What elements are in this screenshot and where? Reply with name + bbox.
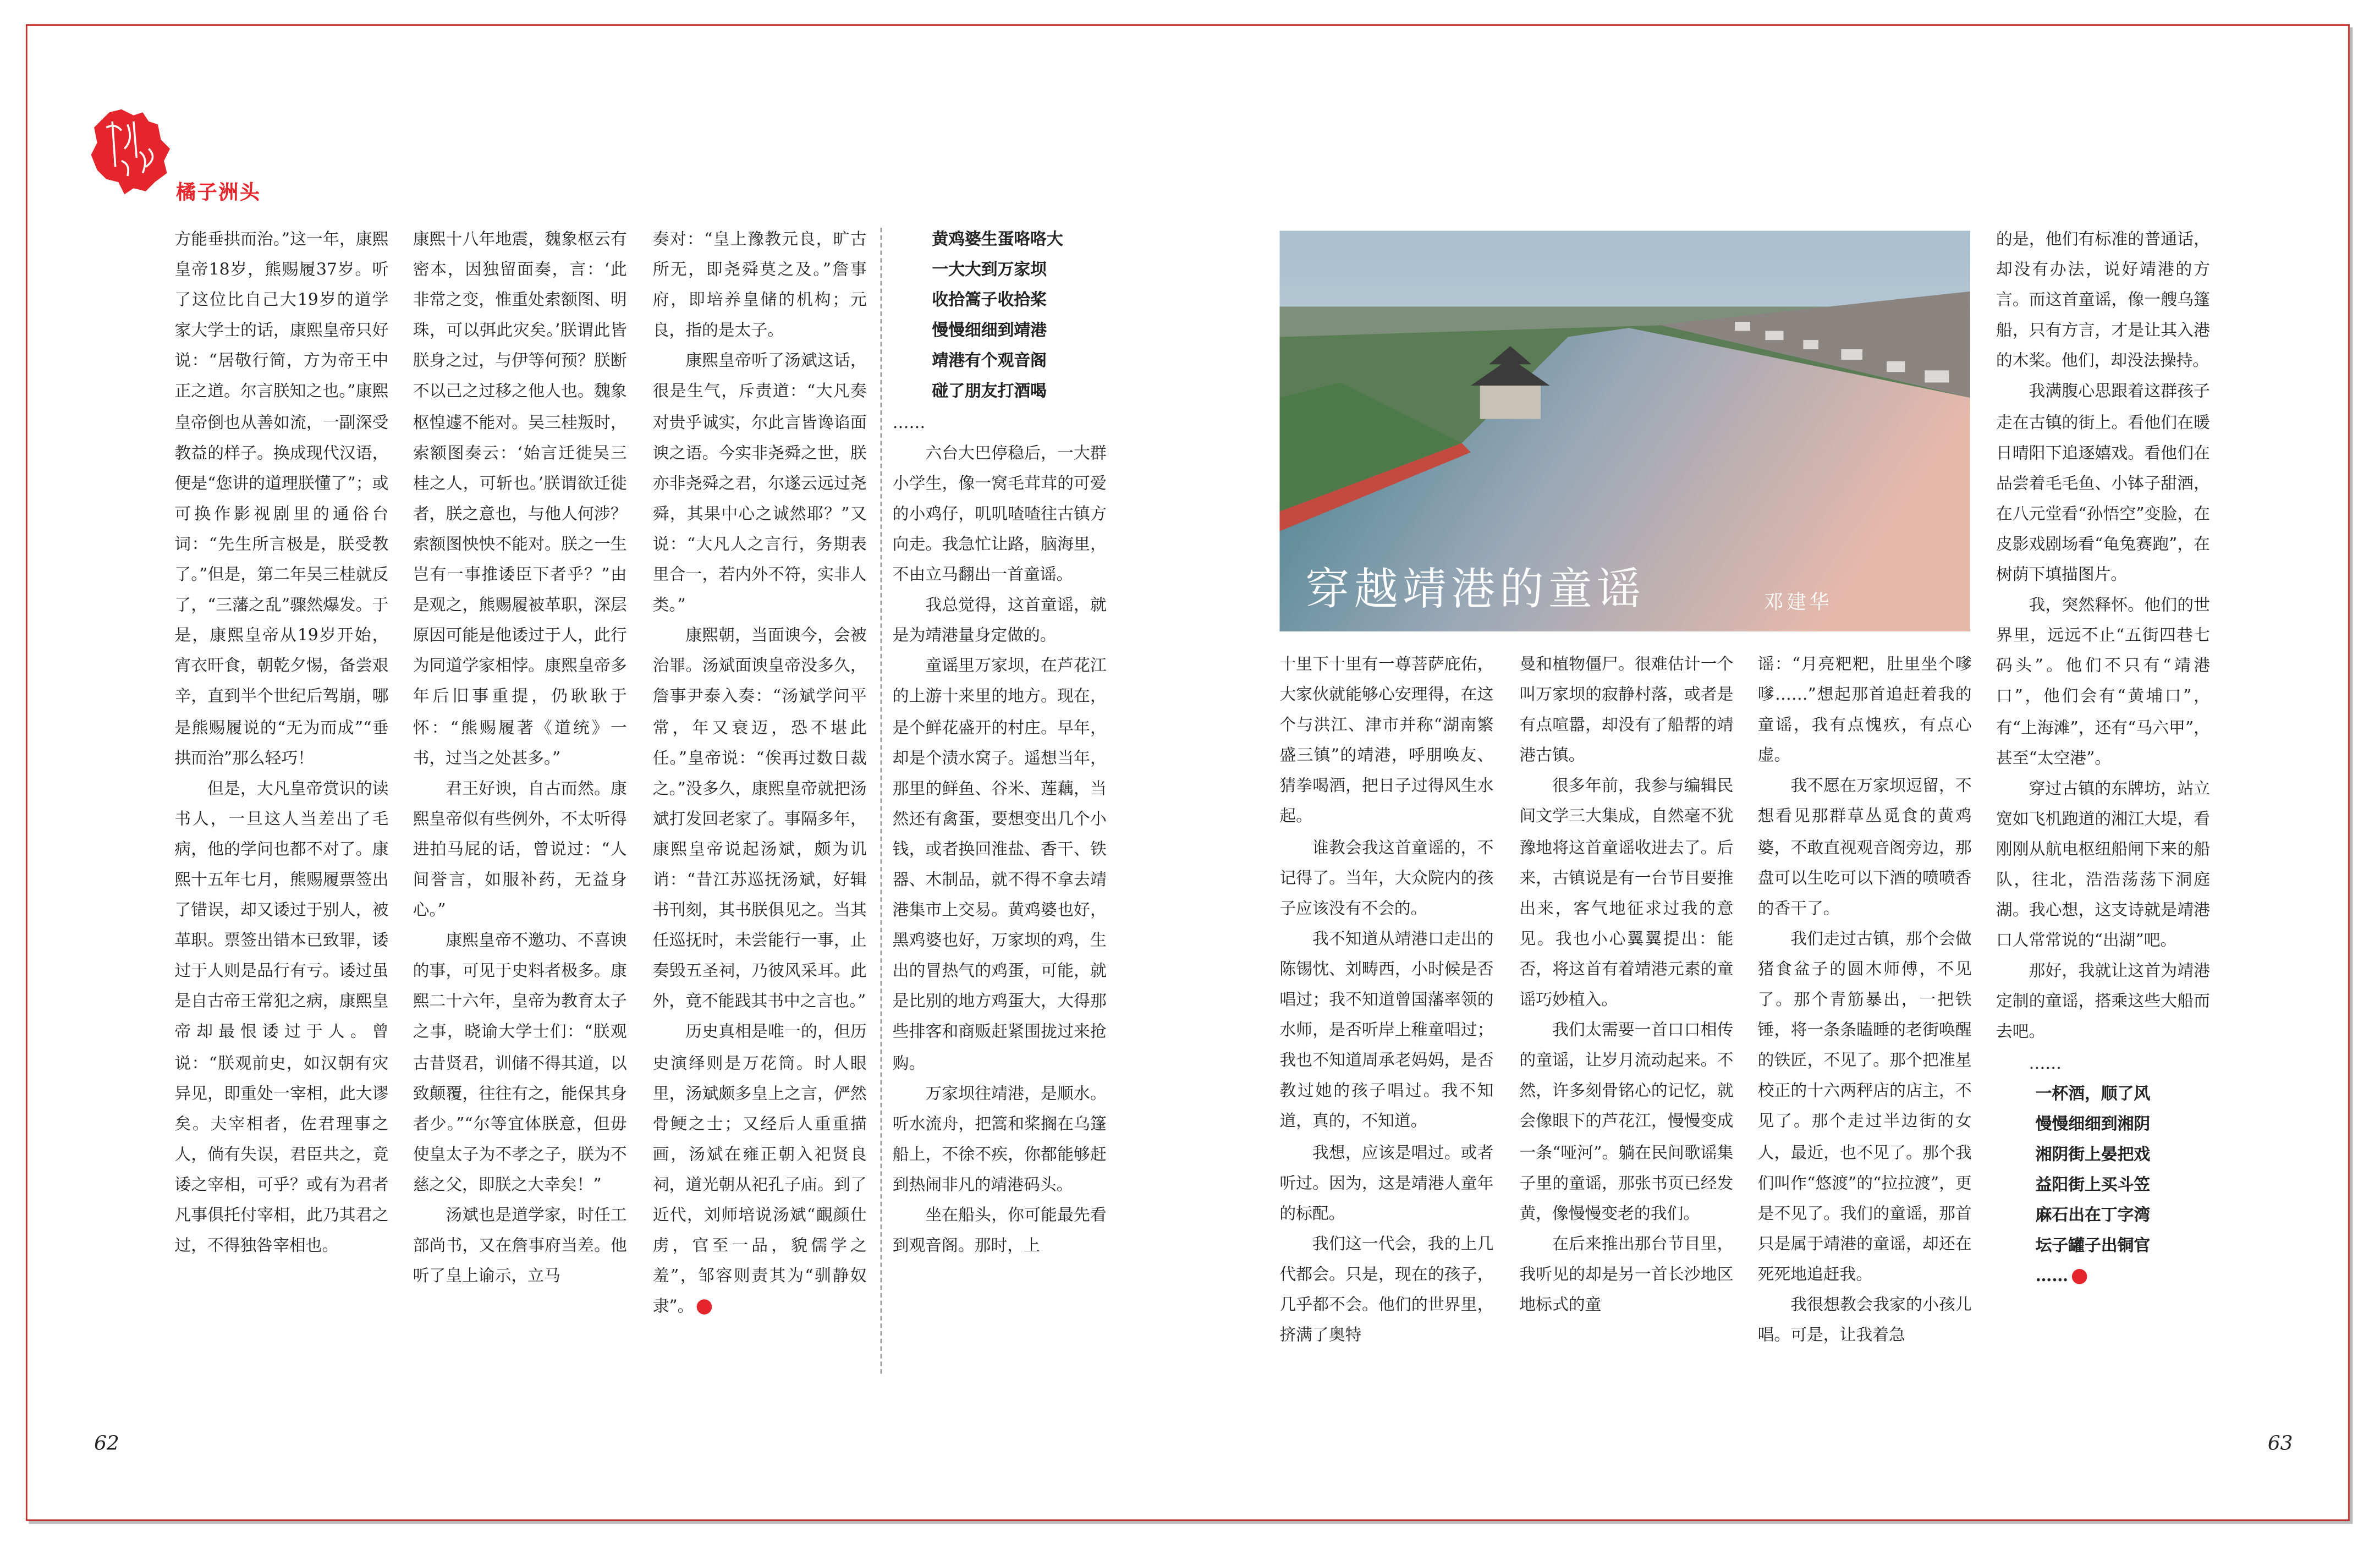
verse-line: 收拾篙子收拾桨: [932, 290, 1047, 310]
article-author: 邓建华: [1763, 592, 1832, 615]
text-column-7: [1758, 650, 1972, 1378]
paragraph: 我们走过古镇，那个会做猪食盆子的圆木师傅，不见了。那个青筋暴出，一把铁锤，将一条条瞌睡的老街唤醒的铁匠，不见了。那个把准星校正的十六两秤店的店主，不见了。那个走过半边街的女人，最近，也不见了。那个我们叫作“悠渡”的“拉拉渡”，更是不见了。我们的童谣，那首只是属于靖港的童谣，却还在死死地追赶我。: [1757, 928, 1972, 1284]
paragraph: 君王好谀，自古而然。康熙皇帝似有些例外，不太听得进拍马屁的话，曾说过：“人间誉言，如服补药，无益身心。”: [413, 778, 627, 920]
paragraph: 很多年前，我参与编辑民间文学三大集成，自然毫不犹豫地将这首童谣收进去了。后来，古镇说是有一台节目要推出来，客气地征求过我的意见。我也小心翼翼提出：能否，将这首有着靖港元素的童谣巧妙植入。: [1519, 776, 1734, 1010]
verse-line: 湘阴街上晏把戏: [2035, 1144, 2151, 1164]
xinxiang-pinglun-logo: [88, 106, 173, 194]
paragraph: 十里下十里有一尊菩萨庇佑，大家伙就能够心安理得，在这个与洪江、津市并称“湖南繁盛三镇”的靖港，呼朋唤友、猜拳喝酒，把日子过得风生水起。: [1279, 654, 1494, 827]
article-title: 穿越靖港的童谣: [1305, 563, 1646, 615]
text-column-6: [1519, 650, 1733, 1378]
paragraph: 的是，他们有标准的普通话，却没有办法，说好靖港的方言。而这首童谣，像一艘乌篷船，只有方言，才是让其入港的木桨。他们，却没法操持。: [1996, 229, 2210, 371]
paragraph: 曼和植物僵尸。很难估计一个叫万家坝的寂静村落，或者是有点喧嚣，却没有了船帮的靖港古镇。: [1519, 654, 1734, 766]
verse-line: 一大大到万家坝: [932, 260, 1047, 280]
text-column-3: [653, 224, 867, 1378]
paragraph: 我，突然释怀。他们的世界里，远远不止“五街四巷七码头”。他们不只有“靖港口”，他们会有“黄埔口”，有“上海滩”，还有“马六甲”，甚至“太空港”。: [1996, 595, 2210, 768]
paragraph: 康熙十八年地震，魏象枢云有密本，因独留面奏，言：‘此非常之变，惟重处索额图、明珠，可以弭此灾矣。’朕谓此皆朕身之过，与伊等何预？朕断不以己之过移之他人也。魏象枢惶遽不能对。吴三桂叛时，索额图奏云：‘始言迁徙吴三桂之人，可斩也。’朕谓欲迁徙者，朕之意也，与他人何涉？索额图怏怏不能对。朕之一生岂有一事推诿臣下者乎？”由是观之，熊赐履被革职，深层原因可能是他诿过于人，此行为同道学家相悖。康熙皇帝多年后旧事重提，仍耿耿于怀：“熊赐履著《道统》一书，过当之处甚多。”: [413, 229, 627, 768]
verse-line: 坛子罐子出铜官: [2035, 1235, 2151, 1256]
paragraph: ……: [892, 412, 926, 432]
end-mark-icon: [2071, 1269, 2087, 1285]
verse-line: 慢慢细细到湘阴: [2035, 1113, 2151, 1134]
paragraph: 我满腹心思跟着这群孩子走在古镇的街上。看他们在暖日晴阳下追逐嬉戏。看他们在品尝着毛毛鱼、小钵子甜酒，在八元堂看“孙悟空”变脸，在皮影戏剧场看“龟兔赛跑”，在树荫下填描图片。: [1996, 381, 2210, 585]
text-column-5: [1279, 650, 1493, 1378]
verse-line: ……: [1996, 1262, 2210, 1292]
text-column-4: [893, 224, 1107, 1378]
page-number-right: 63: [2267, 1433, 2293, 1456]
paragraph: 我不知道从靖港口走出的陈锡忱、刘畴西，小时候是否唱过；我不知道曾国藩率领的水师，是否听岸上稚童唱过；我也不知道周承老妈妈，是否教过她的孩子唱过。我不知道，真的，不知道。: [1279, 928, 1494, 1132]
verse-line: 益阳街上买斗笠: [2035, 1174, 2151, 1195]
text-column-1: [174, 224, 388, 1378]
column-divider: [881, 228, 882, 1373]
paragraph: 六台大巴停稳后，一大群小学生，像一窝毛茸茸的可爱的小鸡仔，叽叽喳喳往古镇方向走。我急忙让路，脑海里，不由立马翻出一首童谣。: [892, 442, 1107, 585]
paragraph: 康熙朝，当面谀今，会被治罪。汤斌面谀皇帝没多久，詹事尹泰入奏：“汤斌学问平常，年又衰迈，恐不堪此任。”皇帝说：“俟再过数日裁之。”没多久，康熙皇帝就把汤斌打发回老家了。事隔多年，康熙皇帝说起汤斌，颇为讥诮：“昔江苏巡抚汤斌，好辑书刊刻，其书朕俱见之。当其任巡抚时，未尝能行一事，止奏毁五圣祠，乃彼风采耳。此外，竟不能践其书中之言也。”: [652, 625, 867, 1012]
paragraph: 康熙皇帝听了汤斌这话，很是生气，斥责道：“大凡奏对贵乎诚实，尔此言皆谗谄面谀之语。今实非尧舜之世，朕亦非尧舜之君，尔遂云远过尧舜，其果中心之诚然耶？”又说：“大凡人之言行，务期表里合一，若内外不符，实非人类。”: [652, 351, 867, 615]
paragraph: 我们太需要一首口口相传的童谣，让岁月流动起来。不然，许多刻骨铭心的记忆，就会像眼下的芦花江，慢慢变成一条“哑河”。躺在民间歌谣集子里的童谣，那张书页已经发黄，像慢慢变老的我们。: [1519, 1020, 1734, 1223]
paragraph: 康熙皇帝不邀功、不喜谀的事，可见于史料者极多。康熙二十六年，皇帝为教育太子之事，晓谕大学士们：“朕观古昔贤君，训储不得其道，以致颠覆，往往有之，能保其身者少。”“尔等宜体朕意，但毋使皇太子为不孝之子，朕为不慈之父，即朕之大幸矣！”: [413, 931, 627, 1195]
paragraph: 历史真相是唯一的，但历史演绎则是万花筒。时人眼里，汤斌颇多皇上之言，俨然骨鲠之士；又经后人重重描画，汤斌在雍正朝入祀贤良祠，道光朝从祀孔子庙。到了近代，刘师培说汤斌“靦颜仕虏，官至一品，貌儒学之羞”，邹容则责其为“驯静奴隶”。: [652, 1022, 867, 1317]
paragraph: 万家坝往靖港，是顺水。听水流舟，把篙和桨搁在乌篷船上，不徐不疾，你都能够赶到热闹非凡的靖港码头。: [892, 1083, 1107, 1195]
paragraph: 坐在船头，你可能最先看到观音阁。那时，上: [892, 1205, 1107, 1256]
paragraph: 谣：“月亮粑粑，肚里坐个嗲嗲……”想起那首追赶着我的童谣，我有点愧疚，有点心虚。: [1757, 654, 1972, 766]
paragraph: 谁教会我这首童谣的，不记得了。当年，大众院内的孩子应该没有不会的。: [1279, 837, 1494, 918]
paragraph: 我不愿在万家坝逗留，不想看见那群草丛觅食的黄鸡婆，不敢直视观音阁旁边，那盘可以生吃可以下酒的喷喷香的香干了。: [1757, 776, 1972, 918]
paragraph: 但是，大凡皇帝赏识的读书人，一旦这人当差出了毛病，他的学问也都不对了。康熙十五年七月，熊赐履票签出了错误，却又诿过于别人，被革职。票签出错本已致罪，诿过于人则是品行有亏。诿过虽是自古帝王常犯之病，康熙皇帝却最恨诿过于人。曾说：“朕观前史，如汉朝有灾异见，即重处一宰相，此大谬矣。夫宰相者，佐君理事之人，倘有失误，君臣共之，竟诿之宰相，可乎？或有为君者凡事俱托付宰相，此乃其君之过，不得独咎宰相也。: [174, 778, 389, 1256]
page-number-left: 62: [94, 1433, 119, 1456]
paragraph: 我总觉得，这首童谣，就是为靖港量身定做的。: [892, 595, 1107, 646]
verse-line: 靖港有个观音阁: [932, 351, 1047, 371]
paragraph: 我们这一代会，我的上几代都会。只是，现在的孩子，几乎都不会。他们的世界里，挤满了奥特: [1279, 1233, 1494, 1345]
text-column-2: [413, 224, 627, 1378]
paragraph: 奏对：“皇上豫教元良，旷古所无，即尧舜莫之及。”詹事府，即培养皇储的机构；元良，指的是太子。: [652, 229, 867, 340]
paragraph: 我想，应该是唱过。或者听过。因为，这是靖港人童年的标配。: [1279, 1142, 1494, 1223]
paragraph: 穿过古镇的东牌坊，站立宽如飞机跑道的湘江大堤，看刚刚从航电枢纽船闸下来的船队，往北，浩浩荡荡下洞庭湖。我心想，这支诗就是靖港口人常常说的“出湖”吧。: [1996, 778, 2210, 950]
verse-line: 慢慢细细到靖港: [932, 321, 1047, 340]
end-mark-icon: [697, 1300, 712, 1315]
paragraph: 汤斌也是道学家，时任工部尚书，又在詹事府当差。他听了皇上谕示，立马: [413, 1205, 627, 1286]
column-name: 橘子洲头: [176, 182, 261, 205]
paragraph: 那好，我就让这首为靖港定制的童谣，搭乘这些大船而去吧。: [1996, 961, 2210, 1042]
paragraph: 我很想教会我家的小孩儿唱。可是，让我着急: [1757, 1294, 1972, 1345]
paragraph: 方能垂拱而治。”这一年，康熙皇帝18岁，熊赐履37岁。听了这位比自己大19岁的道学家大学士的话，康熙皇帝只好说：“居敬行简，方为帝王中正之道。尔言朕知之也。”康熙皇帝倒也从善如流，一副深受教益的样子。换成现代汉语，便是“您讲的道理朕懂了”；或可换作影视剧里的通俗台词：“先生所言极是，朕受教了。”但是，第二年吴三桂就反了，“三藩之乱”骤然爆发。于是，康熙皇帝从19岁开始，宵衣旰食，朝乾夕惕，备尝艰辛，直到半个世纪后驾崩，哪是熊赐履说的“无为而成”“垂拱而治”那么轻巧！: [174, 229, 389, 768]
verse-line: 碰了朋友打酒喝: [932, 381, 1047, 402]
verse-line: 麻石出在丁字湾: [2035, 1205, 2151, 1225]
paragraph: 童谣里万家坝，在芦花江的上游十来里的地方。现在，是个鲜花盛开的村庄。早年，却是个渍水窝子。遥想当年，那里的鲜鱼、谷米、莲藕，当然还有禽蛋，要想变出几个小钱，或者换回淮盐、香干、铁器、木制品，就不得不拿去靖港集市上交易。黄鸡婆也好，黑鸡婆也好，万家坝的鸡，生出的冒热气的鸡蛋，可能，就是比别的地方鸡蛋大，大得那些排客和商贩赶紧围拢过来抢购。: [892, 656, 1107, 1073]
paragraph: 在后来推出那台节目里，我听见的却是另一首长沙地区地标式的童: [1519, 1233, 1734, 1315]
verse-line: 一杯酒，顺了风: [2035, 1083, 2151, 1103]
paragraph: ……: [1996, 1052, 2062, 1073]
verse-line: 黄鸡婆生蛋咯咯大: [932, 229, 1063, 249]
text-column-8: [1996, 224, 2210, 1378]
